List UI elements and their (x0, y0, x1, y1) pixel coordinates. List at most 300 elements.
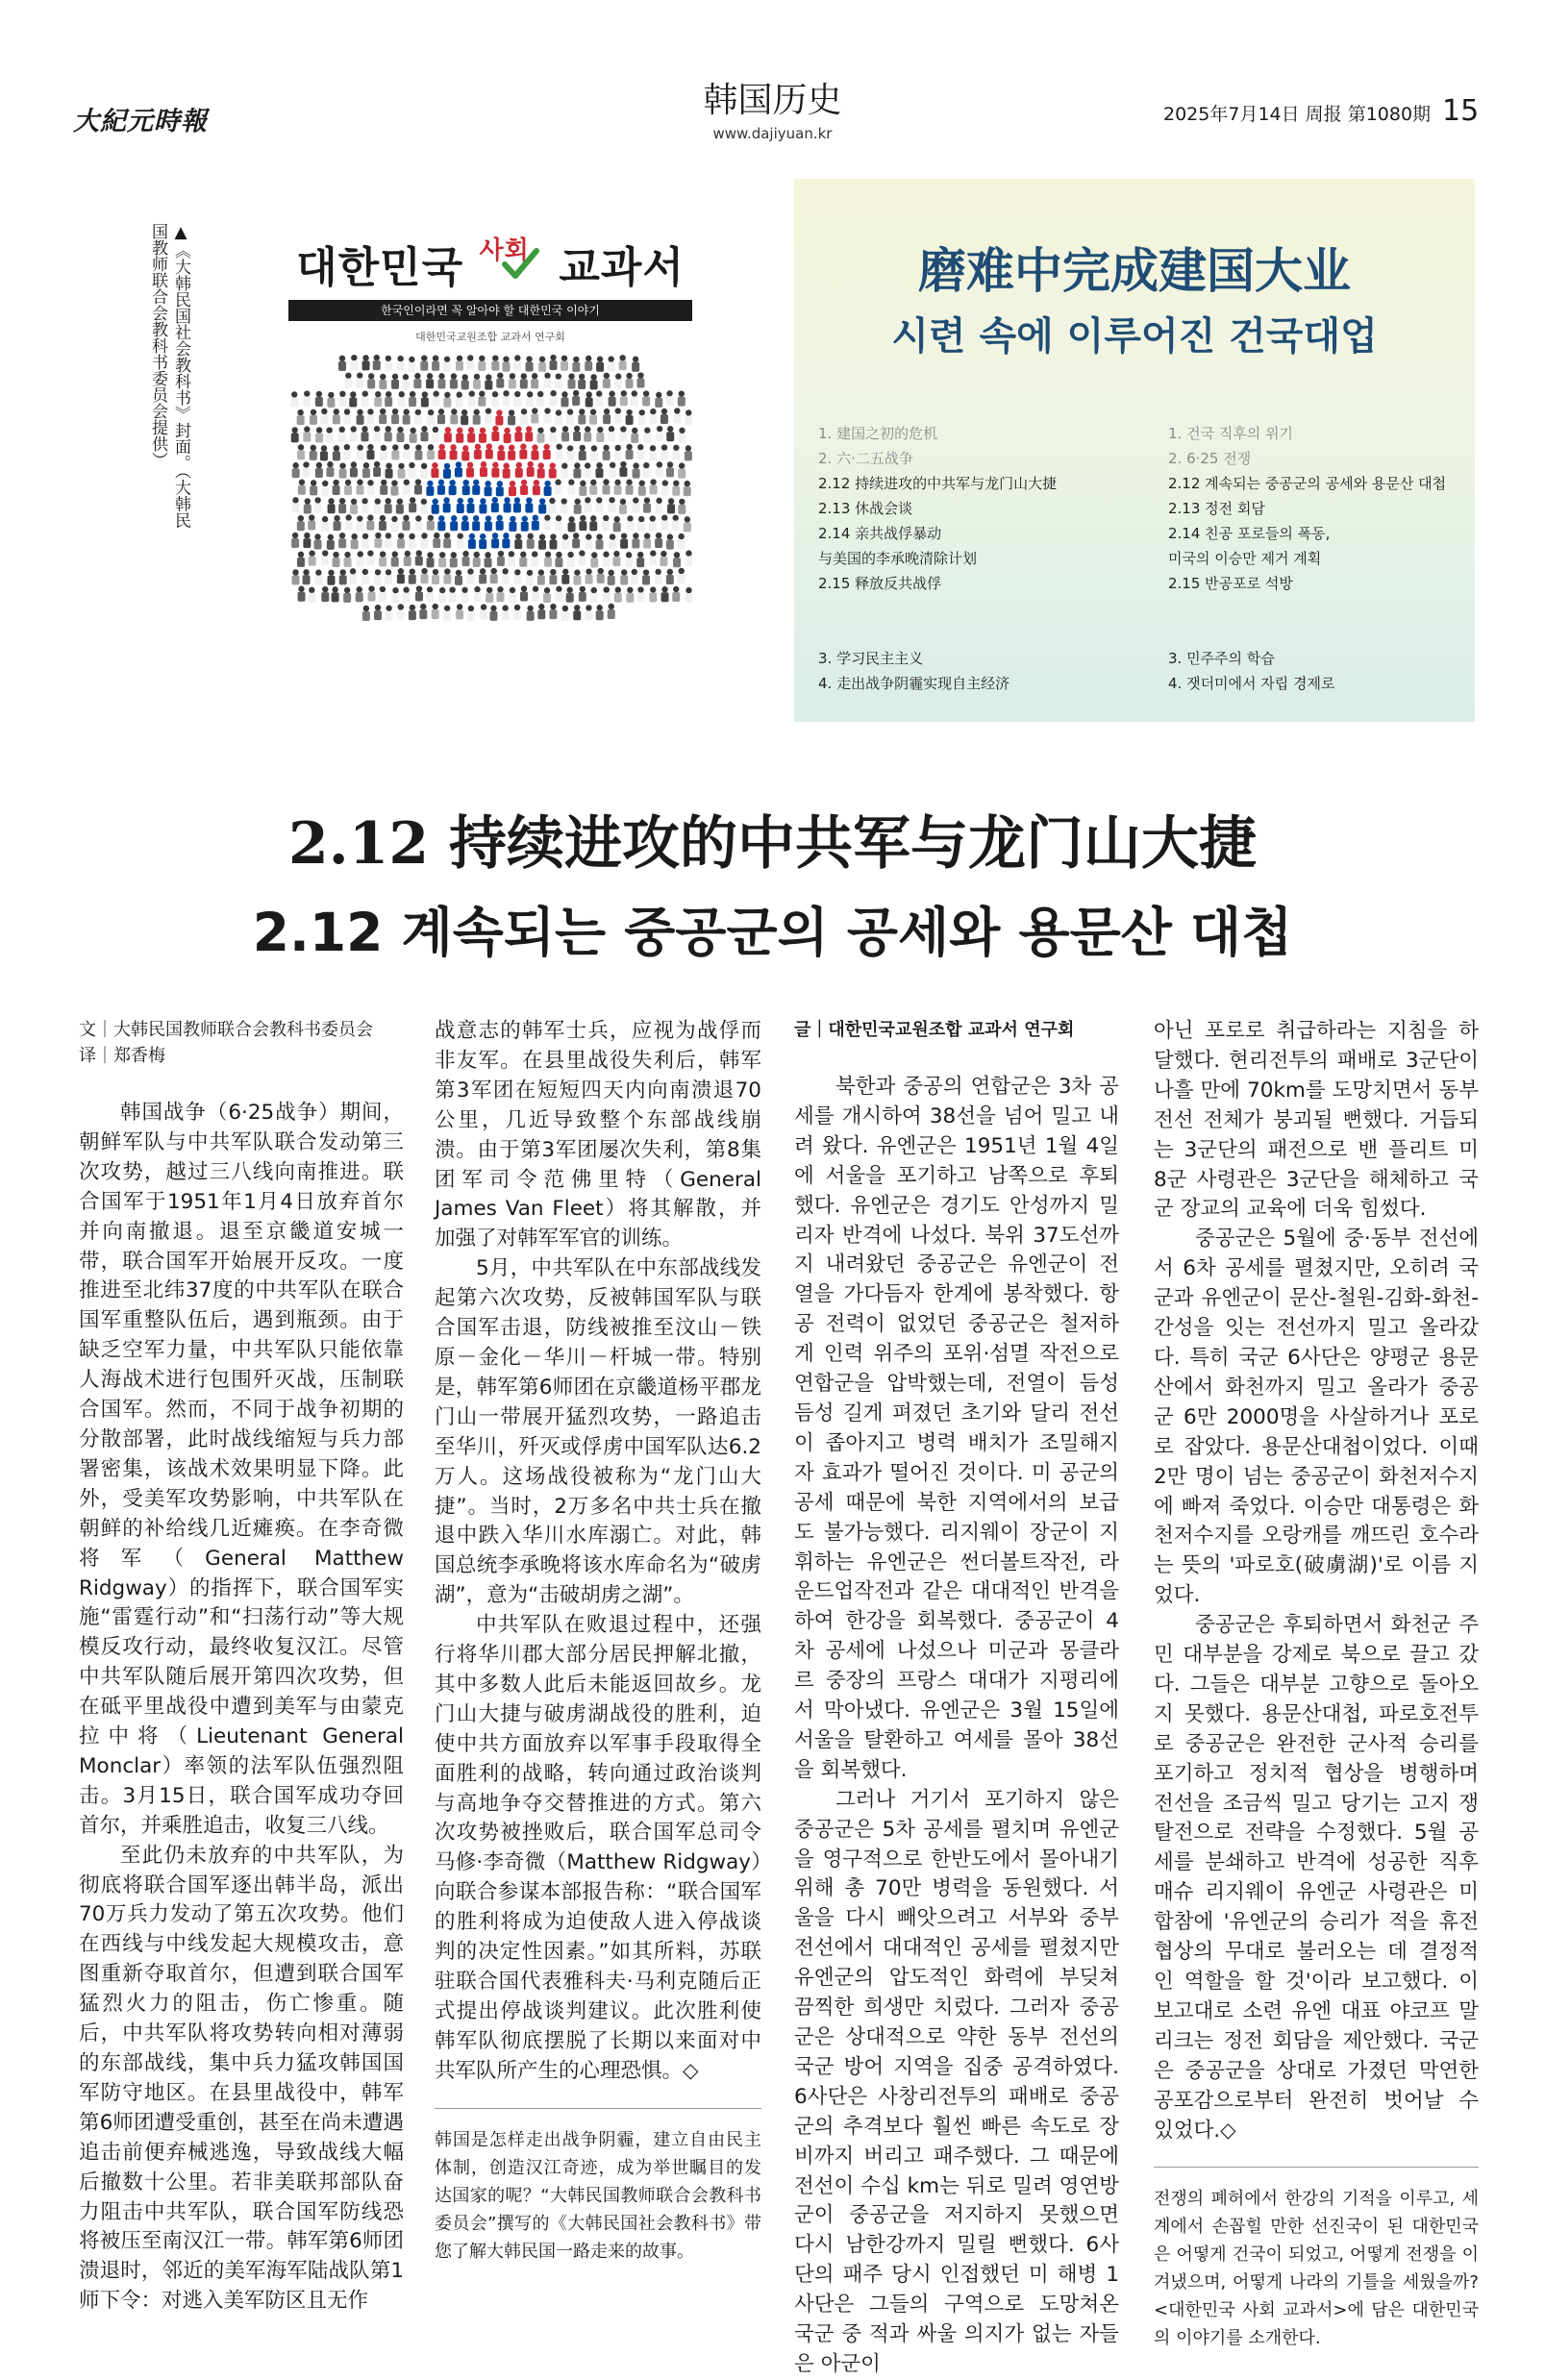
crowd-person-body (310, 451, 317, 460)
crowd-person-head (539, 498, 545, 504)
crowd-person-body (356, 522, 363, 532)
crowd-person-head (304, 390, 310, 396)
crowd-person-body (403, 593, 411, 603)
crowd-person-body (509, 593, 516, 603)
crowd-person-body (536, 397, 544, 407)
crowd-person-head (497, 481, 503, 486)
crowd-person-head (574, 605, 580, 610)
crowd-person-body (466, 575, 474, 584)
crowd-person-body (631, 434, 638, 443)
crowd-person-head (392, 444, 398, 450)
crowd-person-body (685, 451, 692, 460)
crowd-person-head (443, 497, 449, 503)
crowd-person-body (345, 521, 353, 531)
crowd-person-body (473, 415, 481, 425)
crowd-person-body (321, 522, 329, 532)
crowd-person-body (609, 503, 616, 512)
crowd-person-body (366, 557, 374, 566)
crowd-person-body (333, 558, 340, 567)
crowd-person-body (579, 592, 586, 602)
crowd-person-head (292, 497, 298, 503)
crowd-person-head (427, 552, 433, 558)
crowd-person-body (614, 485, 622, 495)
crowd-person-head (590, 374, 596, 380)
crowd-person-head (292, 462, 298, 468)
crowd-person-head (632, 569, 637, 575)
crowd-person-body (684, 522, 691, 532)
crowd-person-head (604, 586, 610, 592)
crowd-person-body (368, 592, 376, 602)
crowd-person-head (609, 426, 614, 432)
crowd-person-head (590, 409, 596, 414)
crowd-person-head (591, 552, 597, 558)
crowd-person-body (603, 414, 611, 424)
crowd-person-body (480, 610, 487, 620)
crowd-person-body (544, 379, 552, 388)
crowd-person-body (420, 469, 428, 479)
crowd-person-body (408, 468, 415, 478)
crowd-person-body (584, 433, 591, 442)
crowd-person-body (667, 504, 675, 513)
crowd-person-head (656, 533, 661, 538)
crowd-person-body (420, 538, 428, 548)
crowd-person-body (603, 451, 611, 460)
issue-info: 2025年7月14日 周报 第1080期 (1163, 104, 1432, 125)
crowd-person-body (491, 503, 499, 512)
toc-item: 2.14 친공 포로들의 폭동, (1168, 525, 1331, 542)
crowd-person-head (398, 568, 404, 574)
crowd-person-body (343, 593, 351, 603)
crowd-person-head (496, 515, 502, 521)
crowd-person-head (410, 428, 415, 434)
crowd-person-body (527, 467, 535, 477)
site-url[interactable]: www.dajiyuan.kr (712, 125, 833, 142)
crowd-person-body (566, 593, 574, 603)
crowd-person-body (467, 611, 475, 621)
crowd-person-head (596, 533, 602, 539)
crowd-person-head (556, 409, 561, 415)
crowd-person-body (584, 468, 591, 478)
crowd-person-body (666, 467, 674, 477)
crowd-person-body (443, 469, 451, 479)
crowd-person-body (496, 521, 504, 531)
crowd-person-body (513, 397, 521, 407)
crowd-person-head (351, 533, 357, 539)
crowd-person-body (315, 397, 323, 407)
crowd-person-head (397, 427, 403, 433)
crowd-person-head (503, 533, 509, 538)
crowd-person-body (398, 469, 406, 479)
crowd-person-body (327, 576, 335, 585)
crowd-person-body (343, 450, 351, 459)
crowd-person-body (555, 558, 562, 567)
crowd-person-body (656, 504, 663, 513)
crowd-person-body (672, 451, 680, 460)
crowd-person-body (385, 575, 392, 584)
crowd-person-head (462, 374, 468, 380)
crowd-person-head (596, 390, 602, 396)
crowd-person-body (521, 522, 529, 532)
crowd-person-body (485, 486, 492, 496)
crowd-person-head (673, 586, 679, 592)
crowd-person-body (673, 414, 681, 424)
crowd-person-body (466, 360, 474, 370)
crowd-person-head (404, 444, 410, 450)
crowd-person-head (480, 568, 486, 574)
crowd-person-head (456, 392, 461, 398)
crowd-person-body (608, 576, 615, 585)
crowd-person-head (409, 357, 414, 362)
crowd-person-body (437, 414, 445, 424)
crowd-person-head (345, 514, 351, 520)
crowd-person-head (503, 390, 509, 396)
crowd-person-head (428, 515, 434, 521)
crowd-person-head (392, 374, 398, 380)
crowd-person-head (398, 463, 404, 469)
crowd-person-body (380, 485, 387, 495)
crowd-person-body (338, 397, 346, 407)
crowd-person-body (596, 540, 604, 550)
series-title-ko: 시련 속에 이루어진 건국대업 (891, 314, 1378, 359)
crowd-person-head (451, 409, 457, 414)
crowd-person-head (334, 445, 339, 451)
crowd-person-body (627, 521, 635, 531)
crowd-person-head (637, 444, 643, 450)
crowd-person-body (443, 611, 451, 621)
crowd-person-head (386, 569, 391, 575)
crowd-person-body (561, 539, 569, 549)
crowd-person-body (379, 558, 386, 567)
crowd-person-head (480, 498, 486, 504)
crowd-person-body (479, 434, 486, 443)
crowd-person-body (678, 397, 685, 407)
crowd-person-body (614, 593, 622, 603)
crowd-flag-illustration (288, 352, 692, 624)
crowd-person-head (613, 516, 619, 522)
crowd-person-body (543, 593, 551, 603)
crowd-person-body (437, 379, 445, 388)
crowd-person-body (361, 539, 369, 549)
crowd-person-head (467, 355, 473, 360)
crowd-person-body (409, 503, 416, 512)
crowd-person-body (633, 469, 640, 479)
crowd-person-body (479, 539, 486, 549)
headline-zh: 2.12 持续进攻的中共军与龙门山大捷 (287, 810, 1258, 878)
crowd-person-body (339, 469, 347, 479)
crowd-person-body (479, 574, 486, 583)
crowd-person-head (444, 568, 450, 574)
crowd-person-head (410, 497, 415, 503)
crowd-person-head (510, 587, 515, 593)
crowd-person-body (426, 486, 434, 496)
crowd-person-body (397, 539, 405, 549)
crowd-person-body (544, 414, 552, 424)
crowd-person-body (373, 360, 381, 370)
crowd-person-body (433, 538, 440, 548)
crowd-person-head (679, 390, 685, 396)
crowd-person-body (631, 575, 638, 584)
crowd-person-body (603, 485, 611, 495)
crowd-person-body (408, 362, 415, 372)
crowd-person-body (549, 433, 557, 442)
crowd-person-body (486, 593, 493, 603)
crowd-person-body (614, 380, 622, 389)
crowd-person-head (603, 515, 609, 521)
crowd-person-body (373, 467, 381, 477)
crowd-person-head (514, 605, 520, 610)
series-note-zh: 韩国是怎样走出战争阴霾，建立自由民主体制，创造汉江奇迹，成为举世瞩目的发达国家的呢？“大韩民国教师联合会教科书委员会”撰写的《大韩民国社会教科书》带您了解大韩民国一路走来的故事。 (435, 2129, 761, 2262)
crowd-person-head (314, 497, 320, 503)
crowd-person-head (328, 498, 334, 504)
crowd-person-head (492, 391, 498, 397)
crowd-person-head (591, 445, 597, 451)
crowd-person-head (604, 409, 610, 414)
crowd-person-body (356, 485, 363, 495)
crowd-person-head (438, 444, 444, 450)
crowd-person-body (504, 503, 511, 512)
crowd-person-body (303, 397, 311, 407)
crowd-person-head (514, 569, 520, 575)
crowd-person-head (467, 461, 473, 467)
crowd-person-head (380, 374, 386, 380)
crowd-person-head (439, 587, 445, 593)
crowd-person-body (638, 486, 646, 496)
crowd-person-body (538, 504, 546, 513)
crowd-person-body (397, 609, 405, 619)
crowd-person-head (392, 551, 398, 557)
crowd-person-body (608, 432, 615, 441)
crowd-person-head (662, 480, 668, 485)
crowd-person-body (349, 397, 357, 407)
crowd-person-head (309, 550, 314, 556)
crowd-person-body (303, 433, 311, 442)
crowd-person-head (444, 463, 450, 469)
crowd-person-body (513, 610, 521, 620)
crowd-person-head (315, 570, 321, 576)
crowd-person-head (386, 498, 391, 504)
crowd-person-body (578, 557, 586, 566)
crowd-person-head (421, 568, 427, 574)
divider (435, 2108, 761, 2109)
crowd-person-head (457, 604, 462, 609)
toc-item: 3. 민주주의 학습 (1168, 650, 1275, 667)
crowd-person-head (538, 569, 544, 575)
crowd-person-body (685, 415, 692, 425)
crowd-person-body (678, 539, 685, 549)
crowd-person-body (366, 485, 374, 495)
crowd-person-body (612, 557, 620, 566)
crowd-person-body (350, 433, 358, 442)
crowd-person-head (614, 480, 620, 485)
crowd-person-head (332, 586, 337, 592)
crowd-person-body (326, 467, 334, 477)
crowd-person-head (666, 390, 672, 396)
crowd-person-body (333, 485, 340, 495)
crowd-person-head (292, 569, 298, 575)
crowd-person-body (391, 451, 399, 460)
crowd-person-head (473, 515, 479, 521)
crowd-person-body (357, 557, 364, 566)
crowd-person-body (586, 575, 593, 584)
crowd-person-body (637, 522, 645, 532)
crowd-person-body (333, 414, 340, 424)
crowd-person-body (438, 593, 446, 603)
crowd-person-head (433, 391, 438, 397)
crowd-person-body (508, 451, 515, 460)
crowd-person-head (322, 550, 328, 556)
crowd-person-body (620, 396, 628, 406)
crowd-person-body (642, 576, 650, 585)
checkmark-icon (501, 245, 539, 284)
crowd-person-body (334, 521, 341, 531)
crowd-person-head (533, 586, 538, 592)
crowd-person-body (468, 539, 476, 549)
crowd-person-head (457, 356, 462, 361)
crowd-person-head (539, 357, 545, 362)
crowd-person-body (414, 485, 422, 495)
crowd-person-head (561, 391, 567, 397)
crowd-person-head (486, 587, 492, 593)
crowd-person-head (422, 391, 428, 397)
crowd-person-head (596, 497, 602, 503)
crowd-person-head (567, 587, 573, 593)
crowd-person-head (391, 480, 397, 485)
crowd-person-body (361, 432, 368, 441)
crowd-person-body (474, 592, 482, 602)
crowd-person-head (633, 462, 638, 468)
crowd-person-body (409, 575, 416, 584)
crowd-person-head (463, 480, 469, 485)
crowd-person-head (661, 514, 667, 520)
crowd-person-body (533, 485, 540, 495)
crowd-person-body (328, 504, 336, 513)
crowd-person-head (639, 481, 645, 486)
crowd-person-body (344, 379, 352, 388)
crowd-person-head (386, 391, 391, 397)
crowd-person-head (438, 480, 444, 485)
crowd-person-body (489, 611, 497, 621)
crowd-person-head (503, 356, 509, 361)
crowd-person-head (619, 355, 625, 360)
crowd-person-head (486, 374, 491, 380)
crowd-person-body (608, 362, 615, 372)
toc-item: 2.15 释放反共战俘 (818, 575, 942, 592)
crowd-person-body (367, 379, 375, 388)
crowd-person-body (514, 433, 522, 442)
crowd-person-head (451, 373, 457, 379)
crowd-person-head (667, 533, 673, 539)
crowd-person-body (578, 414, 586, 424)
crowd-person-body (308, 593, 315, 603)
crowd-person-head (492, 462, 498, 468)
crowd-person-body (374, 397, 382, 407)
crowd-person-head (361, 426, 367, 432)
crowd-person-body (632, 539, 639, 549)
crowd-person-head (660, 551, 666, 557)
crowd-person-head (351, 461, 357, 467)
crowd-person-head (374, 461, 380, 467)
crowd-person-body (366, 521, 374, 531)
crowd-person-body (649, 414, 657, 424)
crowd-person-body (398, 397, 406, 407)
crowd-person-head (568, 480, 574, 485)
crowd-person-head (322, 516, 328, 522)
byline-ko: 글｜대한민국교원조합 교과서 연구회 (794, 1020, 1075, 1040)
crowd-person-head (433, 569, 438, 575)
crowd-person-body (655, 538, 662, 548)
crowd-person-body (579, 451, 586, 460)
crowd-person-head (655, 569, 660, 575)
crowd-person-head (438, 409, 444, 414)
crowd-person-head (375, 533, 381, 538)
crowd-person-head (444, 606, 450, 611)
crowd-person-body (450, 558, 458, 567)
crowd-person-head (562, 533, 568, 539)
series-box (794, 179, 1475, 722)
crowd-person-head (321, 409, 327, 414)
crowd-person-body (526, 362, 534, 372)
crowd-person-head (673, 445, 679, 451)
crowd-person-head (516, 462, 522, 468)
crowd-person-body (632, 504, 639, 513)
crowd-person-body (619, 505, 627, 514)
crowd-person-head (532, 408, 537, 413)
crowd-person-body (614, 414, 622, 424)
crowd-person-head (386, 533, 391, 538)
crowd-person-body (655, 398, 662, 408)
crowd-person-head (498, 551, 504, 557)
crowd-person-head (521, 409, 527, 414)
crowd-person-head (328, 392, 334, 398)
crowd-person-body (609, 468, 616, 478)
crowd-person-head (415, 515, 421, 521)
crowd-person-body (666, 575, 674, 584)
crowd-person-body (561, 469, 568, 479)
crowd-person-body (673, 558, 681, 567)
crowd-person-body (472, 485, 480, 495)
crowd-person-body (362, 360, 370, 370)
crowd-person-head (486, 443, 492, 449)
crowd-person-head (610, 533, 615, 539)
crowd-person-body (589, 415, 597, 425)
crowd-person-body (402, 380, 410, 389)
crowd-person-head (533, 515, 538, 521)
crowd-person-body (403, 485, 411, 495)
crowd-person-body (685, 557, 692, 566)
crowd-person-head (363, 606, 369, 611)
crowd-person-head (433, 604, 438, 609)
crowd-person-body (543, 521, 551, 531)
crowd-person-body (561, 611, 569, 621)
crowd-person-head (544, 587, 550, 593)
crowd-person-head (486, 515, 491, 521)
crowd-person-body (310, 415, 317, 425)
crowd-person-head (561, 356, 567, 361)
toc-ko (1168, 421, 1485, 696)
byline-translator: 译｜郑香梅 (79, 1046, 165, 1066)
crowd-person-body (431, 468, 438, 478)
crowd-person-body (491, 468, 499, 478)
crowd-person-head (362, 355, 368, 360)
crowd-person-body (626, 379, 634, 388)
crowd-person-body (497, 451, 505, 460)
crowd-person-body (625, 558, 633, 567)
crowd-person-body (519, 450, 527, 459)
crowd-person-body (338, 361, 346, 371)
book-subtitle: 한국인이라면 꼭 알아야 할 대한민국 이야기 (288, 300, 692, 321)
crowd-person-head (644, 428, 650, 434)
crowd-person-body (314, 576, 322, 585)
